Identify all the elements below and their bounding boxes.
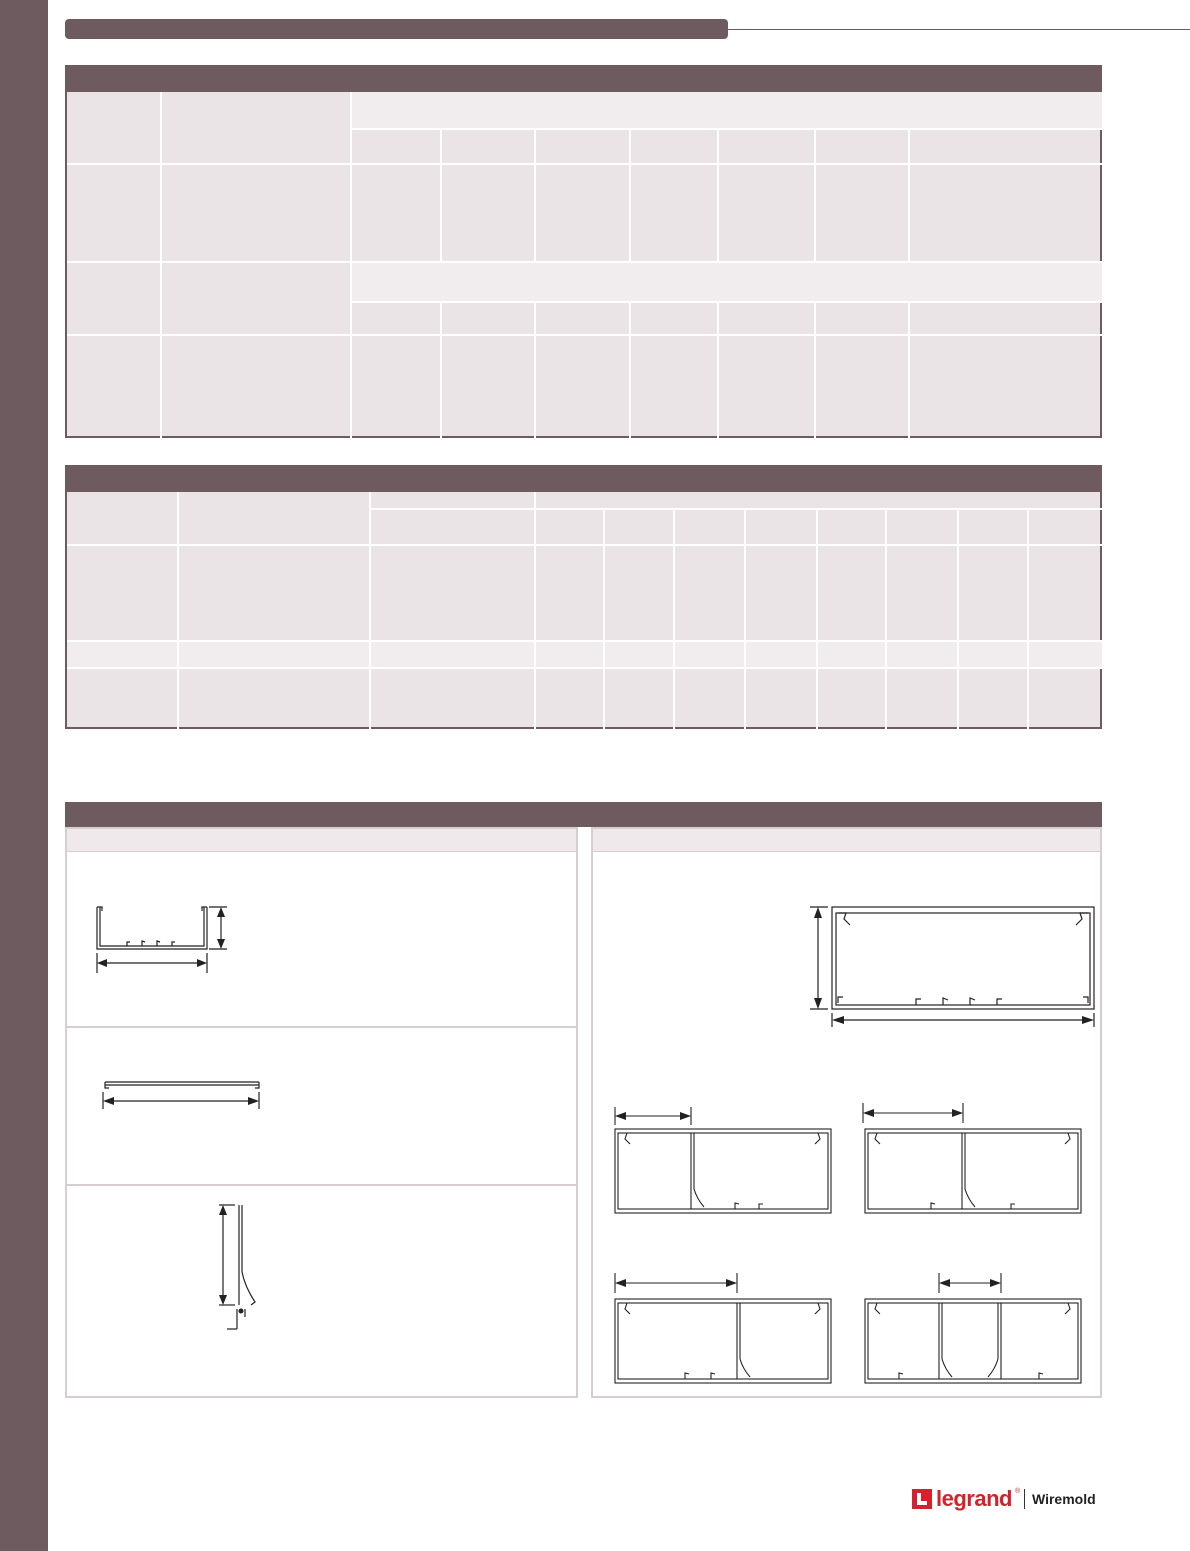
profiles-right-box [591, 827, 1102, 1398]
table-1-band-a [352, 92, 1102, 128]
divider-profile-drawing [207, 1197, 287, 1347]
profiles-panel [65, 802, 1102, 1398]
divider-config-a-drawing [609, 1099, 839, 1219]
table-1-header [67, 67, 1100, 92]
base-profile-drawing [87, 901, 247, 981]
divider-config-c-drawing [609, 1265, 839, 1389]
logo-divider [1024, 1489, 1025, 1509]
page-title-bar [65, 19, 728, 39]
profiles-left-box [65, 827, 578, 1398]
logo-subbrand: Wiremold [1032, 1491, 1096, 1507]
legrand-mark-icon [912, 1489, 932, 1509]
spec-table-1 [65, 65, 1102, 438]
table-2-header [67, 467, 1100, 492]
logo-wordmark: legrand [936, 1486, 1012, 1511]
table-2-band [67, 641, 1102, 667]
divider-config-d-drawing [859, 1265, 1089, 1389]
table-1-band-b [352, 263, 1102, 301]
right-subheader [593, 829, 1100, 852]
channel-assembly-drawing [798, 899, 1098, 1039]
profiles-header [65, 802, 1102, 827]
spec-table-2 [65, 465, 1102, 729]
logo-registered: ® [1015, 1488, 1021, 1495]
left-subheader [67, 829, 576, 852]
brand-logo [912, 1486, 1107, 1512]
title-rule [728, 29, 1190, 30]
divider-config-b-drawing [859, 1095, 1089, 1219]
side-band [0, 0, 48, 1551]
cover-profile-drawing [97, 1074, 267, 1114]
